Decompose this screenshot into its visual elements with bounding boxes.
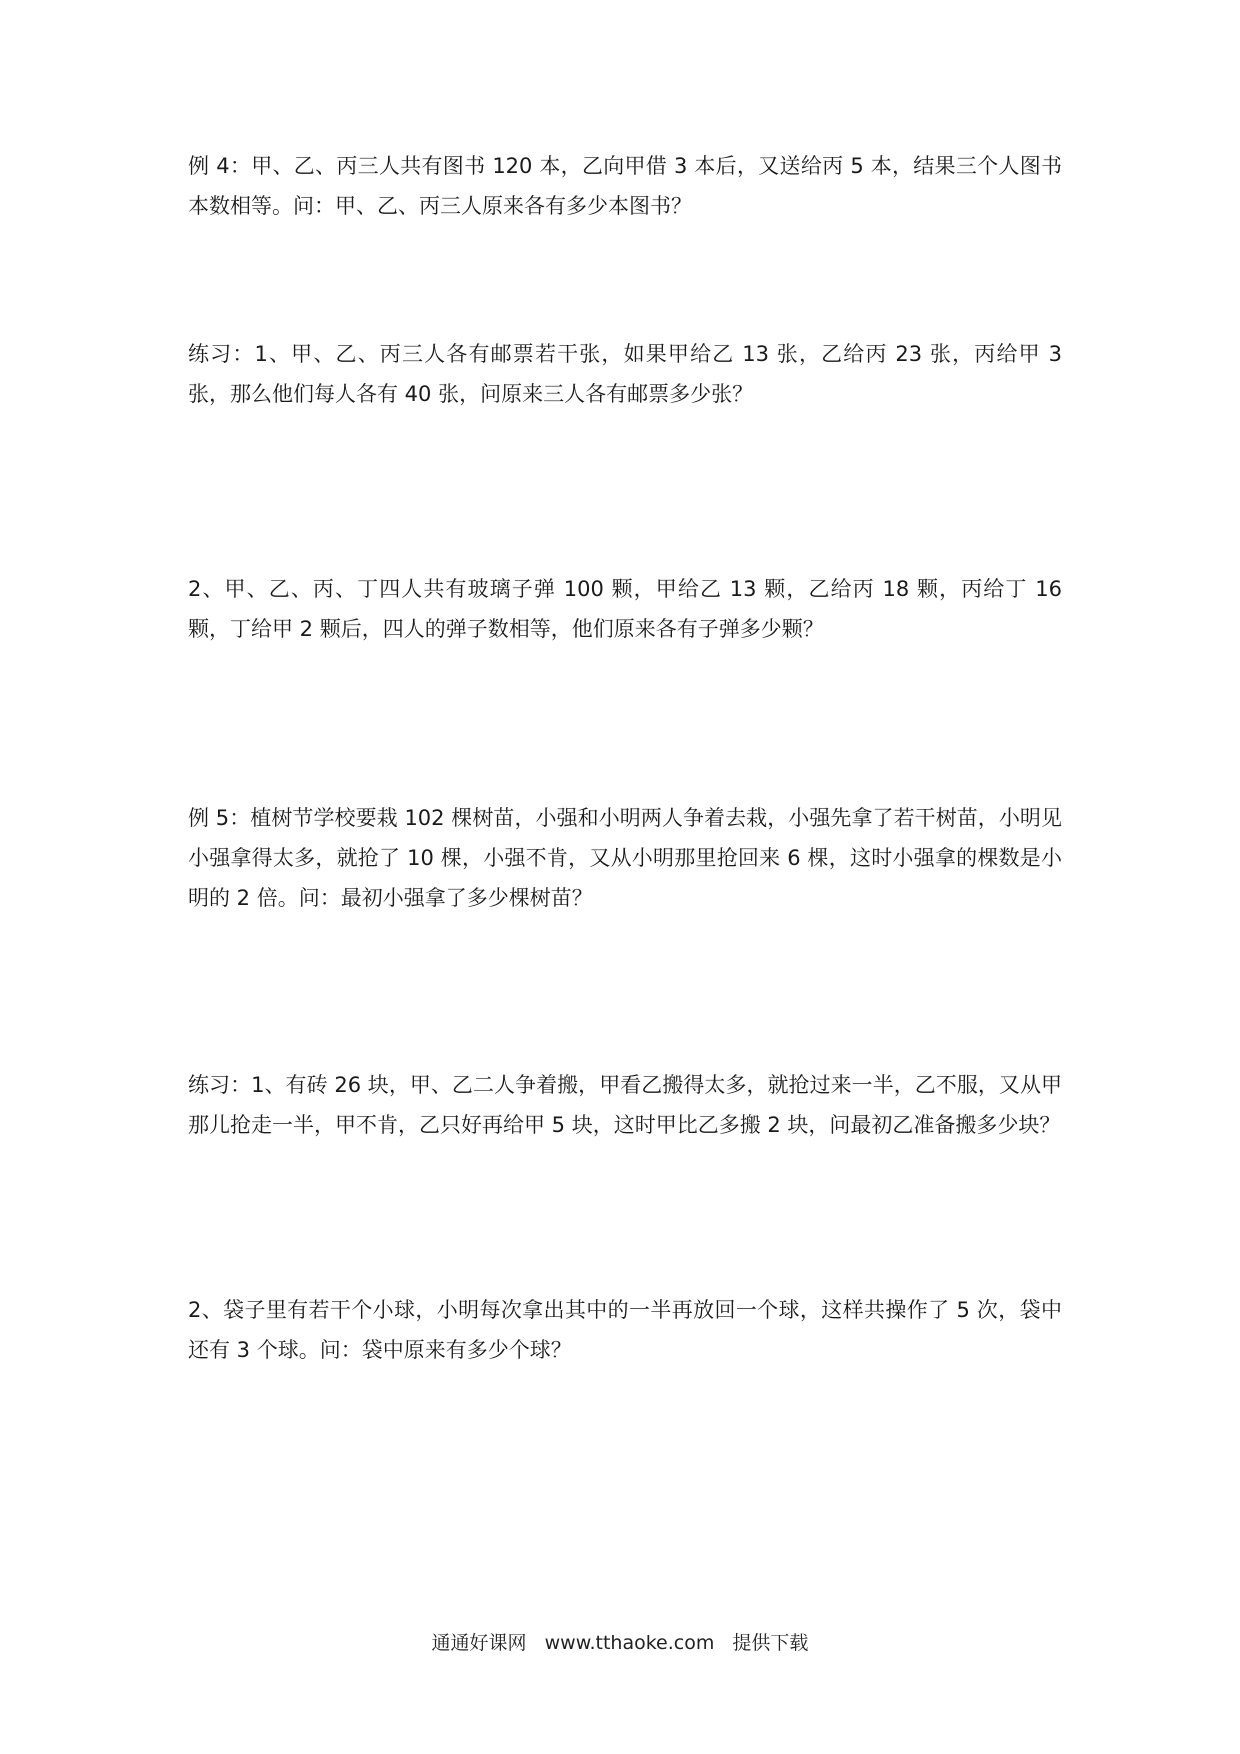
- page-footer: [0, 1628, 1240, 1658]
- exercise-1-text: 练习：1、甲、乙、丙三人各有邮票若干张，如果甲给乙 13 张，乙给丙 23 张，丙给甲 3 张，那么他们每人各有 40 张，问原来三人各有邮票多少张？: [188, 342, 1062, 406]
- footer-url: www.tthaoke.com: [544, 1632, 715, 1654]
- example-5-text: 例 5：植树节学校要栽 102 棵树苗，小强和小明两人争着去栽，小强先拿了若干树苗，小明见小强拿得太多，就抢了 10 棵，小强不肯，又从小明那里抢回来 6 棵，这时小强拿的棵数是小明的 2 倍。问：最初小强拿了多少棵树苗？: [188, 806, 1062, 910]
- exercise-3-text: 练习：1、有砖 26 块，甲、乙二人争着搬，甲看乙搬得太多，就抢过来一半，乙不服，又从甲那儿抢走一半，甲不肯，乙只好再给甲 5 块，这时甲比乙多搬 2 块，问最初乙准备搬多少块？: [188, 1073, 1062, 1137]
- footer-suffix: 提供下载: [732, 1632, 809, 1654]
- example-4-text: 例 4：甲、乙、丙三人共有图书 120 本，乙向甲借 3 本后，又送给丙 5 本，结果三个人图书本数相等。问：甲、乙、丙三人原来各有多少本图书？: [188, 154, 1062, 218]
- exercise-4-text: 2、袋子里有若干个小球，小明每次拿出其中的一半再放回一个球，这样共操作了 5 次，袋中还有 3 个球。问：袋中原来有多少个球？: [188, 1298, 1062, 1362]
- exercise-2-text: 2、甲、乙、丙、丁四人共有玻璃子弹 100 颗，甲给乙 13 颗，乙给丙 18 颗，丙给丁 16 颗，丁给甲 2 颗后，四人的弹子数相等，他们原来各有子弹多少颗？: [188, 577, 1062, 641]
- footer-site-name: 通通好课网: [431, 1632, 527, 1654]
